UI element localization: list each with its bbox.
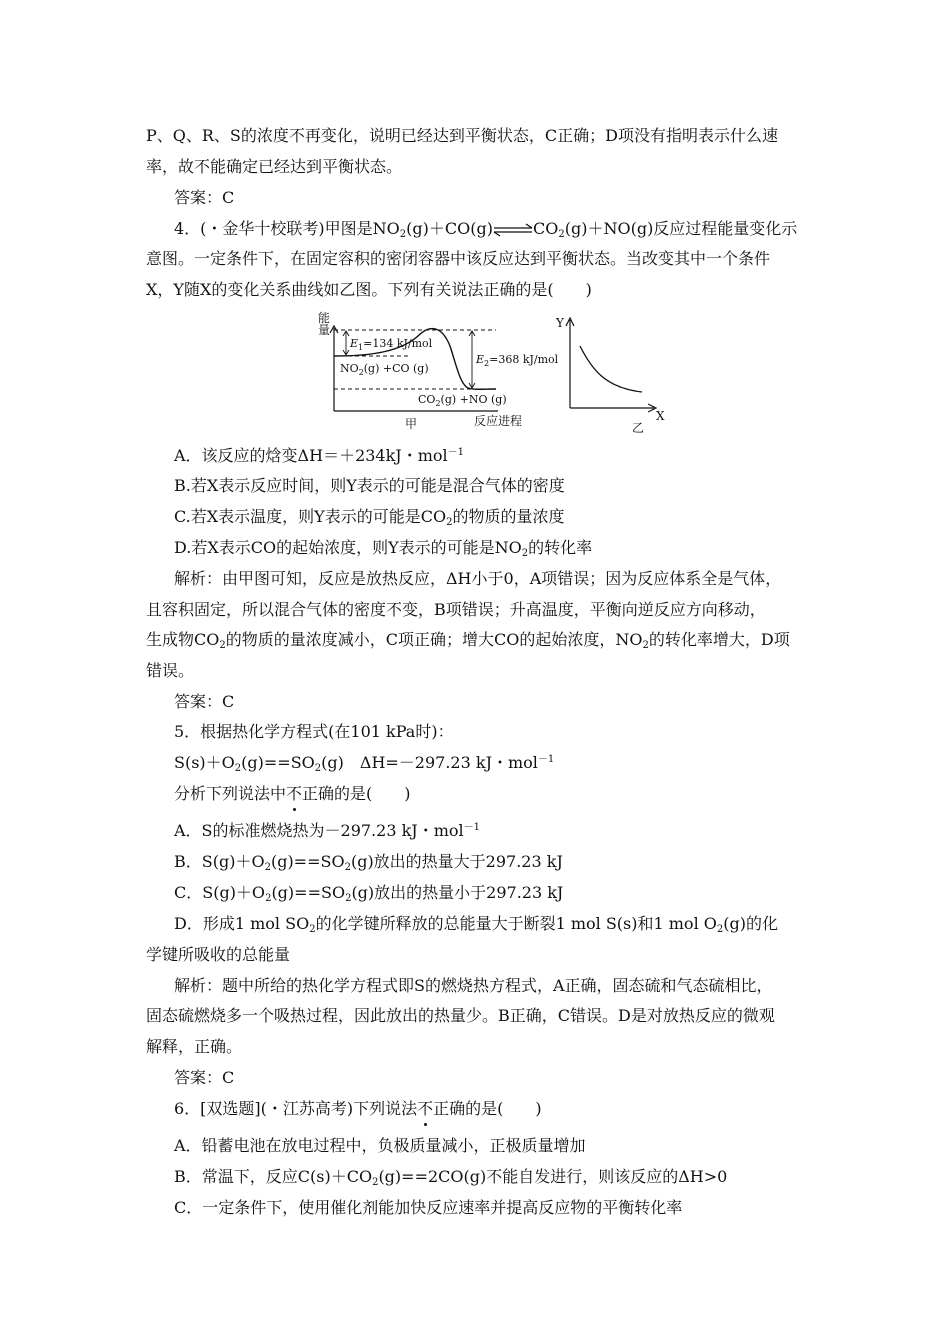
explanation-line: 解析：由甲图可知，反应是放热反应，ΔH小于0，A项错误；因为反应体系全是气体， [174, 569, 782, 588]
explanation-line: 且容积固定，所以混合气体的密度不变，B项错误；升高温度，平衡向逆反应方向移动， [146, 600, 766, 619]
products-label: $CO_2(g) +NO$ (g) [418, 393, 507, 408]
explanation-line: 固态硫燃烧多一个吸热过程，因此放出的热量少。B正确，C错误。D是对放热反应的微观 [146, 1006, 775, 1025]
option-c: C．$S(g)+O_2(g)==SO_2(g)$放出的热量小于297.23 kJ [174, 883, 564, 904]
option-a: A．S的标准燃烧热为－297.23 kJ・mol$^{-1}$ [174, 821, 480, 840]
reaction-progress-label: 反应进程 [474, 414, 523, 428]
explanation-line: 错误。 [146, 661, 195, 680]
equilibrium-arrow-icon [493, 223, 533, 237]
question-5-prompt: 分析下列说法中不正确的是( ) [174, 784, 411, 803]
option-d-cont: 学键所吸收的总能量 [146, 945, 291, 964]
x-axis-label: X [656, 409, 665, 423]
explanation-line: 生成物$CO_2$的物质的量浓度减小，C项正确；增大CO的起始浓度，$NO_2$的转化率增大，D项 [146, 630, 790, 651]
text-line: P、Q、R、S的浓度不再变化，说明已经达到平衡状态，C正确；D项没有指明表示什么速 [146, 126, 778, 145]
question-4-stem: 4．(・金华十校联考)甲图是$NO_2(g)+CO(g)$ $CO_2(g)+NO(g)$反应过程能量变化示 [174, 219, 798, 240]
energy-diagram-figure [310, 306, 570, 432]
answer-line: 答案：C [174, 692, 235, 711]
figure-caption-jia: 甲 [405, 417, 418, 431]
text-line: 意图。一定条件下，在固定容积的密闭容器中该反应达到平衡状态。当改变其中一个条件 [146, 249, 771, 268]
question-5-stem: 5．根据热化学方程式(在101 kPa时)： [174, 722, 454, 741]
option-b: B.若X表示反应时间，则Y表示的可能是混合气体的密度 [174, 476, 565, 495]
answer-line: 答案：C [174, 188, 235, 207]
energy-axis-label: 能 [318, 311, 331, 325]
option-d: D．形成1 mol $SO_2$的化学键所释放的总能量大于断裂1 mol S(s)和1 mol $O_2(g)$的化 [174, 914, 778, 935]
reactants-label: $NO_2(g) +CO$ (g) [340, 362, 429, 377]
text-line: X，Y随X的变化关系曲线如乙图。下列有关说法正确的是( ) [146, 280, 592, 299]
y-vs-x-figure [550, 312, 670, 436]
option-a: A．铅蓄电池在放电过程中，负极质量减小，正极质量增加 [174, 1136, 586, 1155]
thermo-equation: $S(s)+O_2(g)==SO_2(g)$ ΔH=－297.23 kJ・mol$^{-1}$ [174, 753, 555, 774]
option-c: C．一定条件下，使用催化剂能加快反应速率并提高反应物的平衡转化率 [174, 1198, 683, 1217]
energy-axis-label: 量 [318, 323, 331, 337]
e2-label: $E_2=368$ kJ/mol [476, 353, 559, 368]
option-c: C.若X表示温度，则Y表示的可能是$CO_2$的物质的量浓度 [174, 507, 565, 528]
answer-line: 答案：C [174, 1068, 235, 1087]
explanation-line: 解释，正确。 [146, 1037, 243, 1056]
option-b: B．常温下，反应$C(s)+CO_2(g)==2CO(g)$不能自发进行，则该反应的ΔH>0 [174, 1167, 728, 1188]
option-a: A．该反应的焓变ΔH＝＋234kJ・mol$^{-1}$ [174, 446, 465, 465]
option-d: D.若X表示CO的起始浓度，则Y表示的可能是$NO_2$的转化率 [174, 538, 593, 559]
option-b: B．$S(g)+O_2(g)==SO_2(g)$放出的热量大于297.23 kJ [174, 852, 563, 873]
e1-label: $E_1=134$ kJ/mol [350, 337, 433, 352]
figure-caption-yi: 乙 [632, 421, 645, 435]
question-6-stem: 6．[双选题](・江苏高考)下列说法不正确的是( ) [174, 1099, 542, 1118]
explanation-line: 解析：题中所给的热化学方程式即S的燃烧热方程式，A正确，固态硫和气态硫相比， [174, 976, 773, 995]
text-line: 率，故不能确定已经达到平衡状态。 [146, 157, 403, 176]
y-axis-label: Y [556, 316, 564, 330]
